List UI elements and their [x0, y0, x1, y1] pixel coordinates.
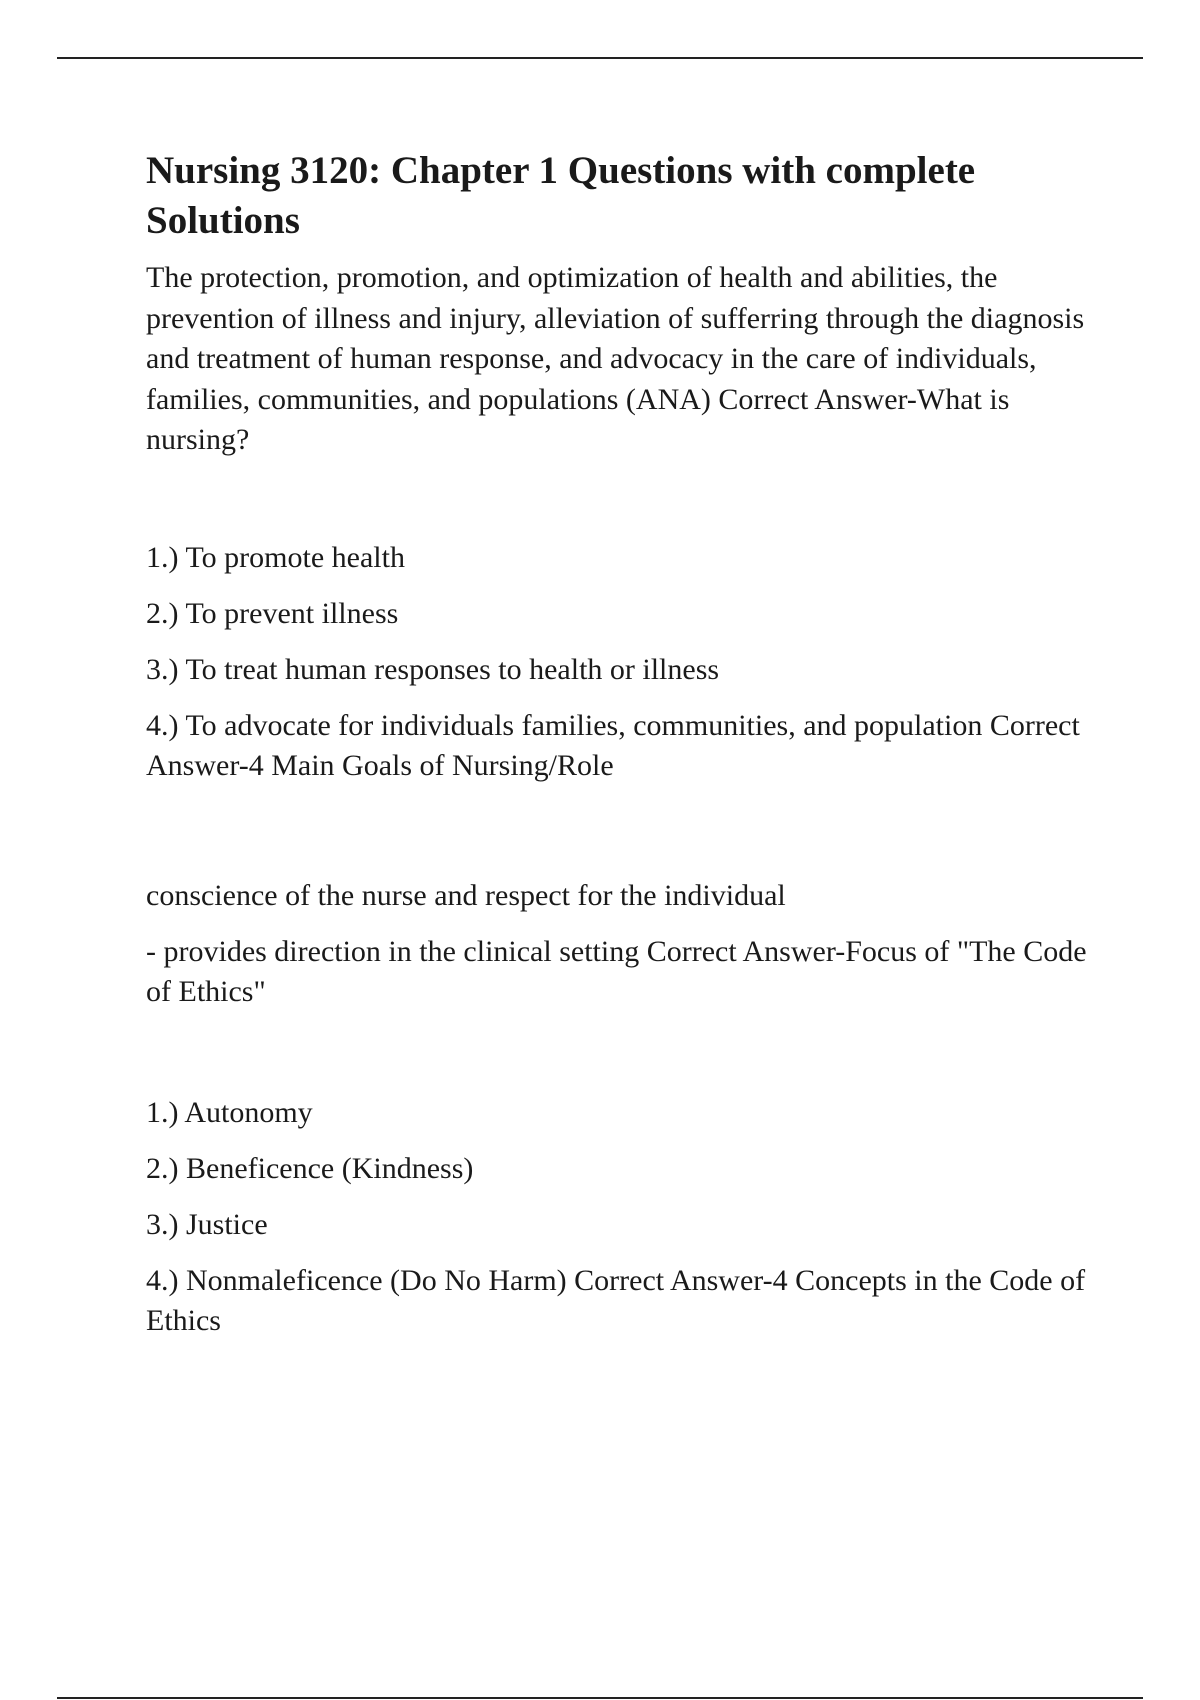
ethics-focus-line: conscience of the nurse and respect for the individual: [146, 878, 786, 912]
list-item: 2.) Beneficence (Kindness): [146, 1151, 474, 1185]
ethics-focus-block: [146, 876, 1096, 1013]
ethics-focus-line: - provides direction in the clinical setting Correct Answer-Focus of "The Code of Ethics": [146, 934, 1087, 1008]
list-item: 3.) Justice: [146, 1207, 268, 1241]
list-item: 1.) To promote health: [146, 540, 405, 574]
list-item: 2.) To prevent illness: [146, 596, 399, 630]
list-item: 4.) Nonmaleficence (Do No Harm) Correct Answer-4 Concepts in the Code of Ethics: [146, 1263, 1086, 1337]
document-body: [146, 146, 1096, 1342]
goals-list: [146, 538, 1096, 787]
concepts-list: [146, 1093, 1096, 1342]
intro-paragraph: The protection, promotion, and optimization of health and abilities, the prevention of illness and injury, alleviation of sufferring through the diagnosis and treatment of human response, and advocacy in the care of individuals, families, communities, and populations (ANA) Correct Answer-What is nursing?: [146, 261, 1085, 456]
list-item: 3.) To treat human responses to health or illness: [146, 652, 720, 686]
list-item: 1.) Autonomy: [146, 1095, 313, 1129]
top-rule: [57, 57, 1143, 59]
bottom-rule: [57, 1697, 1143, 1699]
list-item: 4.) To advocate for individuals families, communities, and population Correct Answer-4 Main Goals of Nursing/Role: [146, 708, 1080, 782]
document-title: Nursing 3120: Chapter 1 Questions with complete Solutions: [146, 149, 976, 242]
